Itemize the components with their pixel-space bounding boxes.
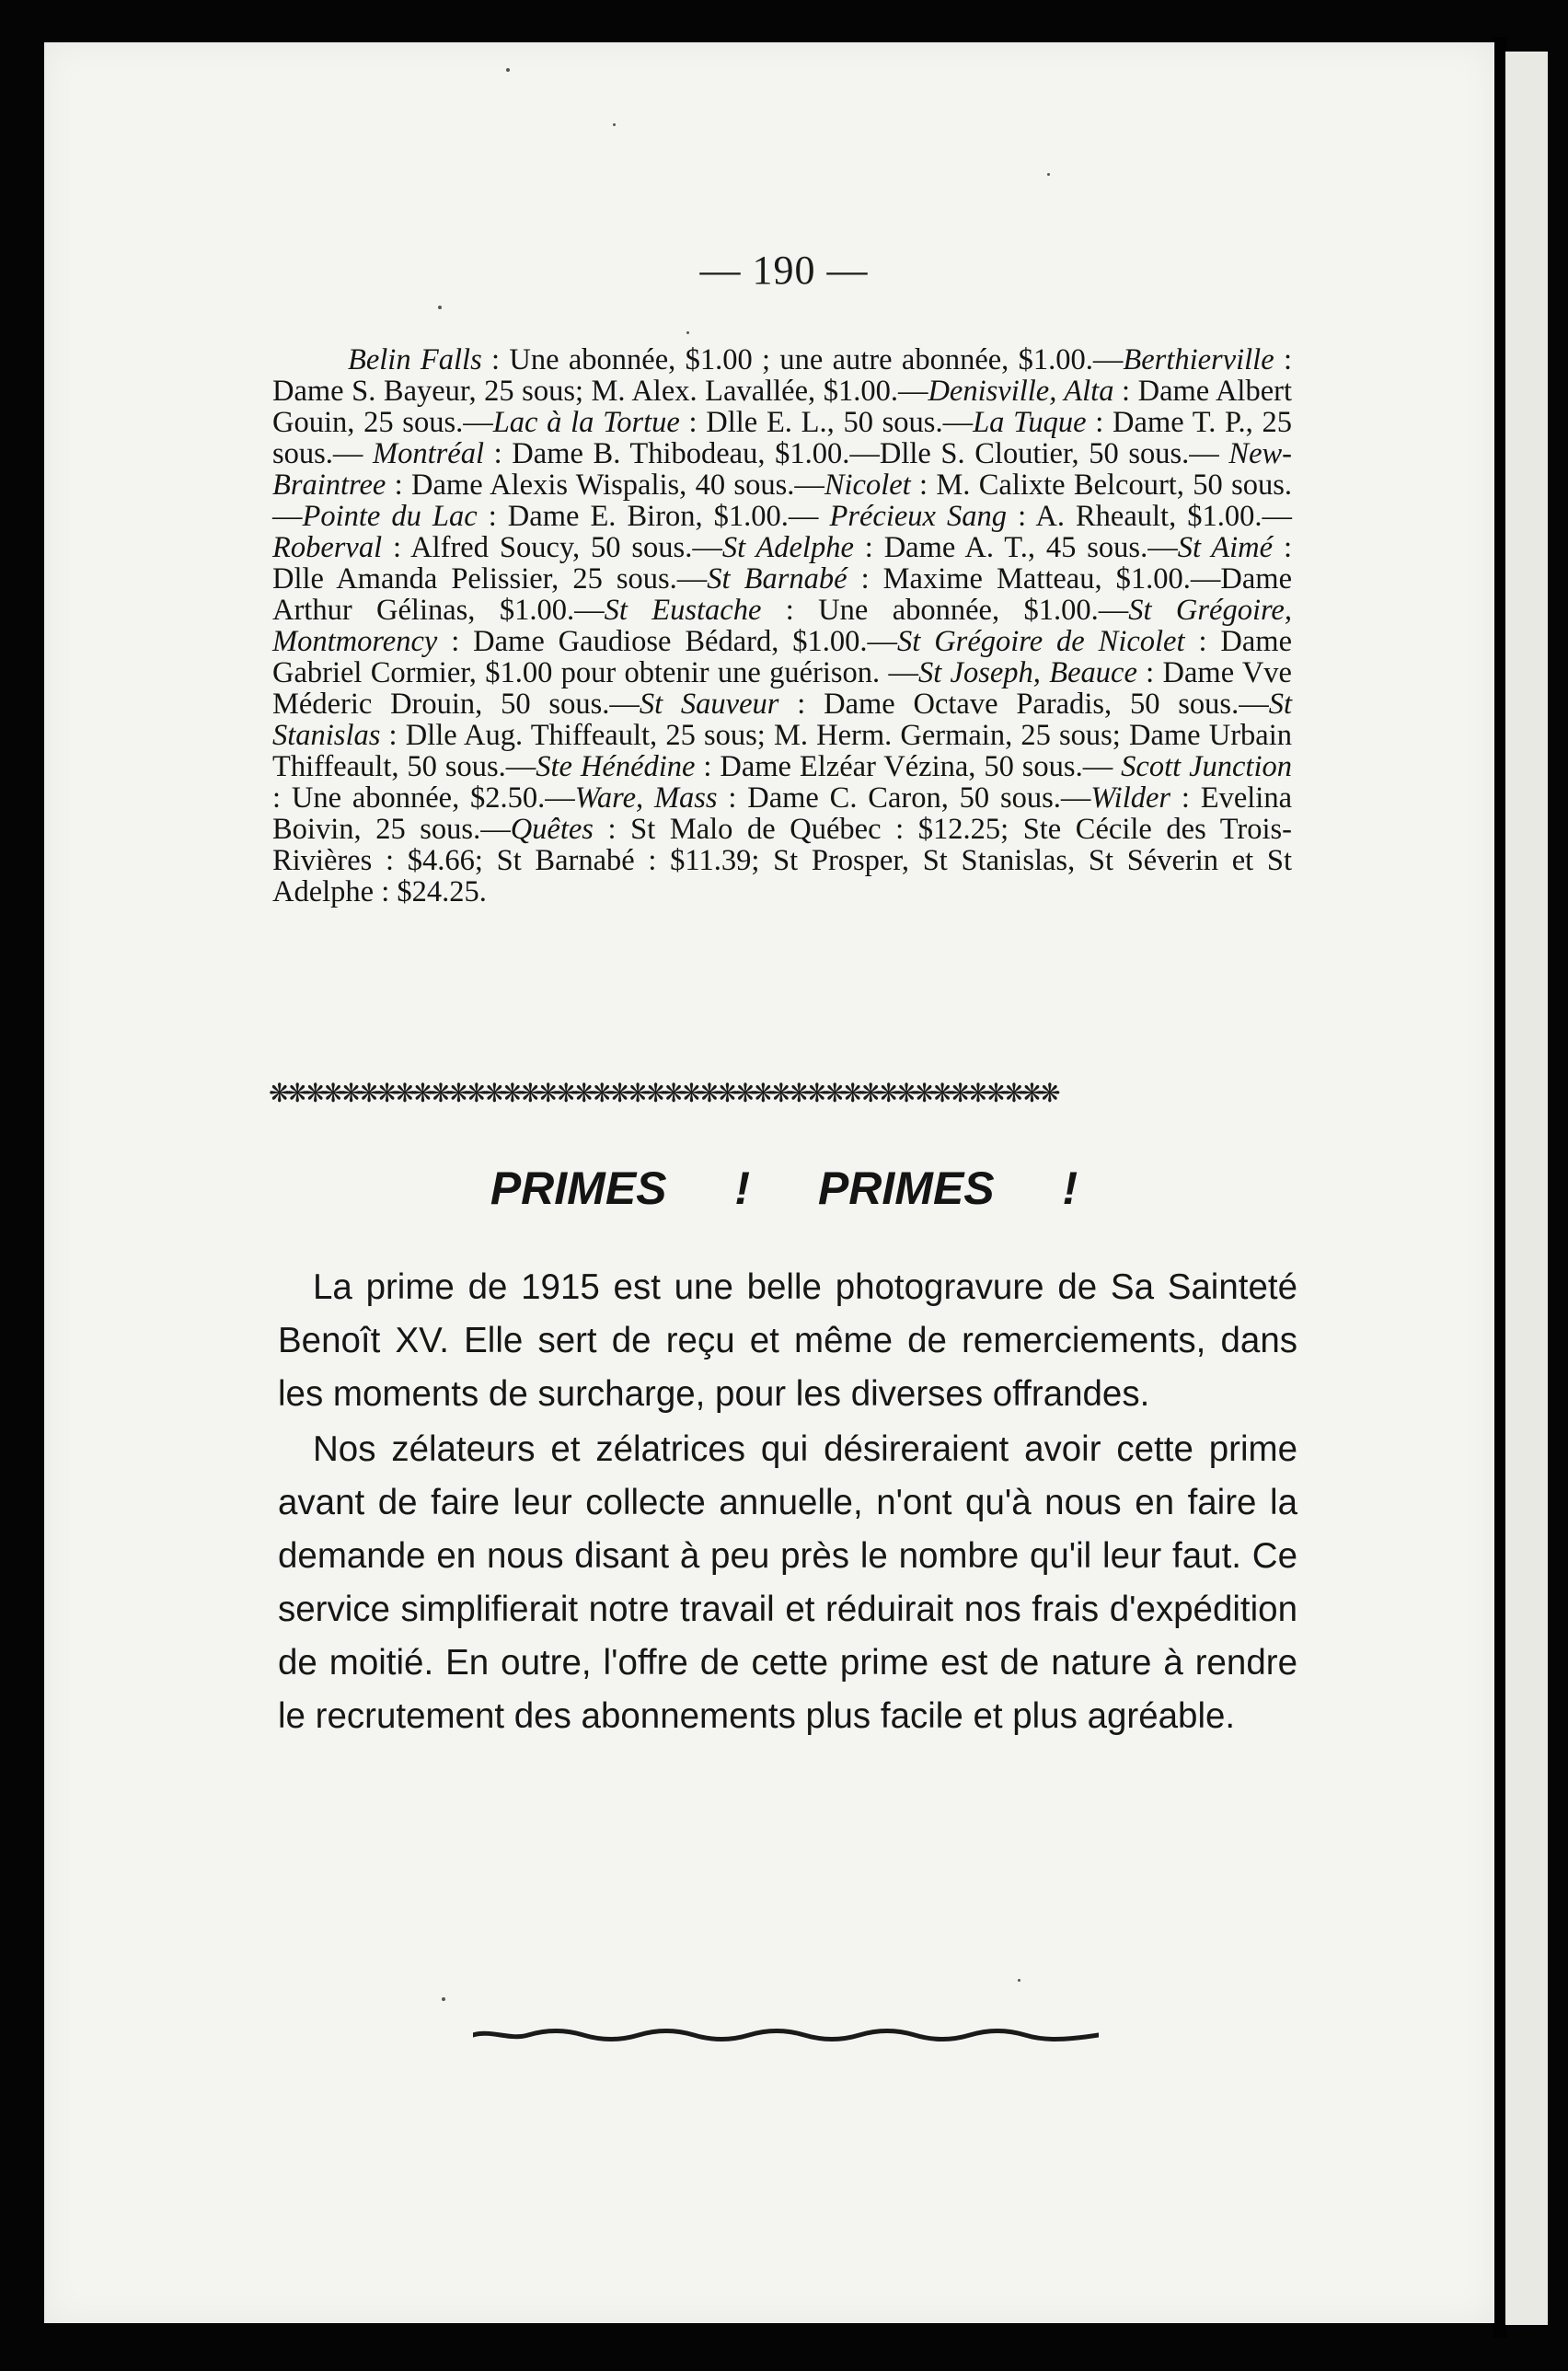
- ornament-glyph: ❋: [716, 1078, 735, 1108]
- ornament-glyph: ❋: [394, 1078, 412, 1108]
- ornament-glyph: ❋: [842, 1078, 860, 1108]
- paper-speck: [438, 306, 442, 309]
- place-name: St Joseph, Beauce: [917, 656, 1137, 689]
- donation-detail: : Dame Octave Paradis, 50 sous.—: [778, 688, 1269, 721]
- ornament-glyph: ❋: [627, 1078, 645, 1108]
- section-body: [278, 1261, 1297, 1745]
- place-name: Pointe du Lac: [302, 500, 478, 533]
- ornament-glyph: ❋: [967, 1078, 986, 1108]
- donation-list: [272, 344, 1292, 908]
- donation-detail: : Dame Gaudiose Bédard, $1.00.—: [437, 625, 897, 658]
- donation-detail: : Dame E. Biron, $1.00.—: [477, 500, 830, 533]
- ornament-glyph: ❋: [430, 1078, 448, 1108]
- ornament-glyph: ❋: [411, 1078, 431, 1108]
- donation-detail: : Une abonnée, $1.00.—: [761, 594, 1129, 627]
- donation-detail: : Dame S. Bayeur, 25 sous; M. Alex. Lavallée, $1.00.—: [272, 343, 1292, 408]
- place-name: St Grégoire de Nicolet: [897, 625, 1185, 658]
- ornament-glyph: ❋: [340, 1078, 359, 1108]
- donation-detail: : Alfred Soucy, 50 sous.—: [382, 531, 722, 564]
- place-name: New-Braintree: [272, 437, 1292, 502]
- donation-detail: : Dlle Amanda Pelissier, 25 sous.—: [272, 531, 1292, 596]
- paragraph: Nos zélateurs et zélatrices qui désireraient avoir cette prime avant de faire leur collecte annuelle, n'ont qu'à nous en faire la demande en nous disant à peu près le nombre qu'il leur faut. Ce service simplifierait notre travail et réduirait nos frais d'expédition de moitié. En outre, l'offre de cette prime est de nature à rendre le recrutement des abonnements plus facile et plus agréable.: [278, 1429, 1297, 1736]
- ornament-glyph: ❋: [752, 1078, 771, 1108]
- paper-speck: [686, 331, 689, 334]
- donation-detail: : Dame Gabriel Cormier, $1.00 pour obtenir une guérison. —: [272, 625, 1292, 689]
- paper-speck: [613, 123, 616, 126]
- ornament-glyph: ❋: [734, 1078, 753, 1108]
- ornament-glyph: ❋: [555, 1078, 573, 1108]
- ornament-glyph: ❋: [447, 1078, 467, 1108]
- ornament-glyph: ❋: [591, 1078, 609, 1108]
- ornament-glyph: ❋: [824, 1078, 842, 1108]
- donation-detail: : Dame A. T., 45 sous.—: [853, 531, 1178, 564]
- ornament-glyph: ❋: [913, 1078, 932, 1108]
- place-name: Denisville, Alta: [928, 375, 1114, 408]
- donation-detail: : Dame B. Thibodeau, $1.00.—Dlle S. Cloutier, 50 sous.—: [484, 437, 1229, 470]
- ornament-glyph: ❋: [1039, 1078, 1057, 1108]
- ornament-glyph: ❋: [877, 1078, 896, 1108]
- place-name: Ste Hénédine: [536, 750, 696, 783]
- place-name: St Stanislas: [272, 688, 1292, 752]
- place-name: St Grégoire, Montmorency: [272, 594, 1292, 658]
- ornament-glyph: ❋: [770, 1078, 789, 1108]
- ornament-glyph: ❋: [483, 1078, 502, 1108]
- place-name: St Aimé: [1177, 531, 1274, 564]
- ornament-glyph: ❋: [1020, 1078, 1040, 1108]
- paper-speck: [1018, 1979, 1020, 1982]
- donation-detail: : Evelina Boivin, 25 sous.—: [272, 781, 1293, 846]
- section-heading: PRIMES ! PRIMES !: [490, 1162, 1078, 1214]
- ornament-glyph: ❋: [608, 1078, 628, 1108]
- place-name: La Tuque: [973, 406, 1087, 439]
- place-name: Précieux Sang: [829, 500, 1008, 533]
- place-name: Nicolet: [824, 468, 911, 502]
- donation-detail: : Une abonnée, $2.50.—: [272, 781, 575, 815]
- paper-speck: [1047, 173, 1050, 176]
- ornament-glyph: ❋: [572, 1078, 592, 1108]
- ornament-glyph: ❋: [895, 1078, 914, 1108]
- donation-detail: : Dlle E. L., 50 sous.—: [679, 406, 974, 439]
- donation-detail: : Dlle Aug. Thiffeault, 25 sous; M. Herm. Germain, 25 sous; Dame Urbain Thiffeault, 50 sous.—: [272, 719, 1292, 783]
- paragraph: La prime de 1915 est une belle photogravure de Sa Sainteté Benoît XV. Elle sert de reçu et même de remerciements, dans les moments de surcharge, pour les diverses offrandes.: [278, 1267, 1297, 1414]
- ornament-glyph: ❋: [269, 1078, 287, 1108]
- place-name: St Barnabé: [707, 562, 847, 596]
- donation-detail: : Dame T. P., 25 sous.—: [272, 406, 1292, 470]
- place-name: St Adelphe: [721, 531, 854, 564]
- ornament-glyph: ❋: [502, 1078, 520, 1108]
- place-name: St Eustache: [604, 594, 762, 627]
- donation-detail: : Dame Albert Gouin, 25 sous.—: [272, 375, 1292, 439]
- wavy-rule-divider: [473, 2021, 1099, 2049]
- donation-detail: : Dame Alexis Wispalis, 40 sous.—: [386, 468, 824, 502]
- place-name: Montréal: [373, 437, 485, 470]
- donation-detail: : Une abonnée, $1.00 ; une autre abonnée, $1.00.—: [481, 343, 1124, 376]
- ornament-glyph: ❋: [358, 1078, 376, 1108]
- place-name: St Sauveur: [639, 688, 779, 721]
- paper-speck: [506, 68, 510, 72]
- place-name: Lac à la Tortue: [492, 406, 680, 439]
- donation-detail: : Dame C. Caron, 50 sous.—: [717, 781, 1091, 815]
- place-name: Belin Falls: [348, 343, 482, 376]
- ornamental-divider: [269, 1077, 1297, 1110]
- ornament-glyph: ❋: [466, 1078, 484, 1108]
- donation-detail: : Dame Elzéar Vézina, 50 sous.—: [695, 750, 1122, 783]
- page-number: — 190 —: [699, 248, 869, 293]
- donation-detail: : St Malo de Québec : $12.25; Ste Cécile des Trois-Rivières : $4.66; St Barnabé : $11.39; St Prosper, St Stanislas, St Séverin et St Adelphe : $24.25.: [272, 813, 1292, 908]
- place-name: Quêtes: [510, 813, 594, 846]
- place-name: Berthierville: [1123, 343, 1274, 376]
- ornament-glyph: ❋: [375, 1078, 395, 1108]
- donation-detail: : M. Calixte Belcourt, 50 sous.—: [272, 468, 1292, 533]
- ornament-glyph: ❋: [663, 1078, 681, 1108]
- ornament-glyph: ❋: [680, 1078, 699, 1108]
- ornament-glyph: ❋: [519, 1078, 538, 1108]
- ornament-glyph: ❋: [304, 1078, 323, 1108]
- ornament-glyph: ❋: [698, 1078, 717, 1108]
- ornament-glyph: ❋: [985, 1078, 1004, 1108]
- ornament-glyph: ❋: [644, 1078, 663, 1108]
- donation-detail: : Maxime Matteau, $1.00.—Dame Arthur Gélinas, $1.00.—: [272, 562, 1292, 627]
- ornament-glyph: ❋: [322, 1078, 340, 1108]
- ornament-glyph: ❋: [788, 1078, 807, 1108]
- place-name: Wilder: [1090, 781, 1171, 815]
- place-name: Ware, Mass: [574, 781, 718, 815]
- ornament-glyph: ❋: [1003, 1078, 1021, 1108]
- place-name: Roberval: [272, 531, 383, 564]
- ornament-glyph: ❋: [949, 1078, 968, 1108]
- donation-detail: : Dame Vve Méderic Drouin, 50 sous.—: [272, 656, 1292, 721]
- ornament-glyph: ❋: [859, 1078, 878, 1108]
- ornament-glyph: ❋: [806, 1078, 824, 1108]
- paper-speck: [442, 1997, 445, 2001]
- ornament-glyph: ❋: [931, 1078, 950, 1108]
- donation-detail: : A. Rheault, $1.00.—: [1007, 500, 1292, 533]
- place-name: Scott Junction: [1121, 750, 1292, 783]
- ornament-glyph: ❋: [537, 1078, 556, 1108]
- ornament-glyph: ❋: [286, 1078, 305, 1108]
